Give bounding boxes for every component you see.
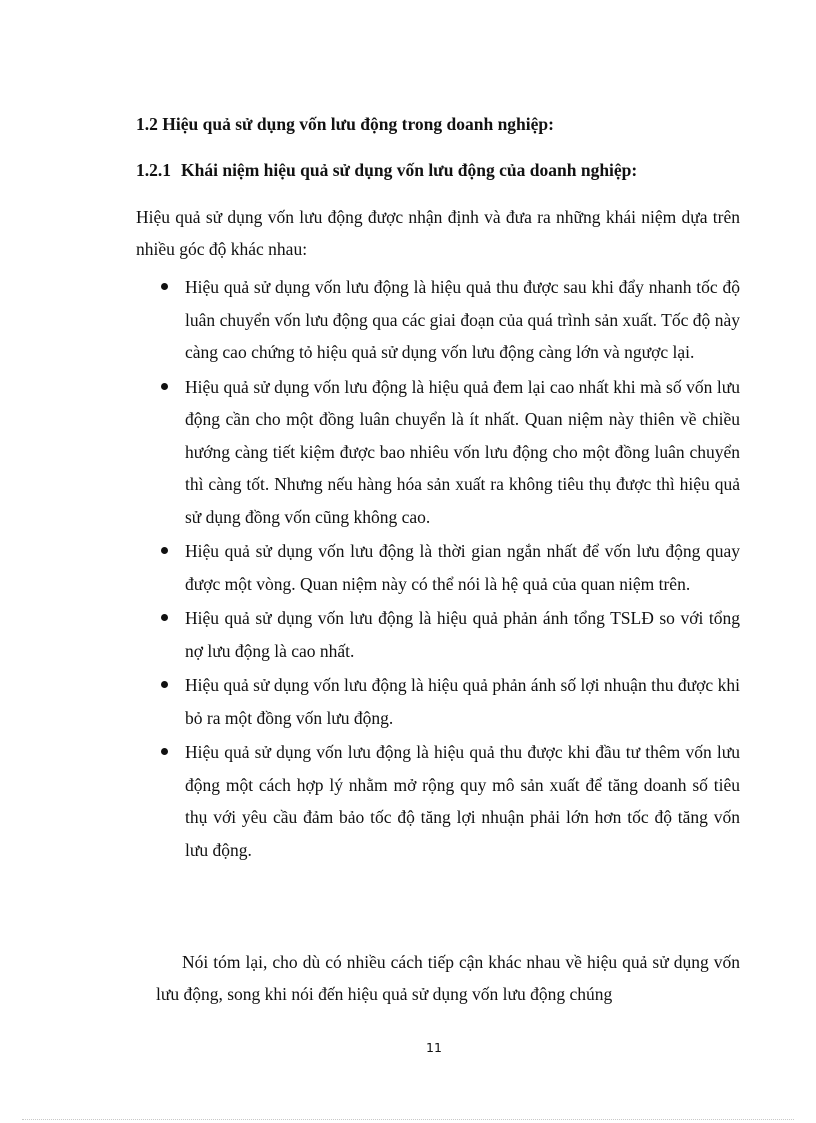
bullet-icon	[161, 283, 168, 290]
subsection-title: Khái niệm hiệu quả sử dụng vốn lưu động của doanh nghiệp:	[181, 160, 638, 180]
conclusion-paragraph: Nói tóm lại, cho dù có nhiều cách tiếp cận khác nhau về hiệu quả sử dụng vốn lưu động, song khi nói đến hiệu quả sử dụng vốn lưu động chúng	[156, 952, 740, 1004]
subsection-number: 1.2.1	[136, 160, 171, 180]
list-item-text: Hiệu quả sử dụng vốn lưu động là thời gian ngắn nhất để vốn lưu động quay được một vòng. Quan niệm này có thể nói là hệ quả của quan niệm trên.	[185, 541, 740, 594]
list-item	[136, 535, 740, 600]
bullet-icon	[161, 614, 168, 621]
subsection-heading	[136, 160, 637, 181]
bullet-icon	[161, 748, 168, 755]
list-item	[136, 669, 740, 734]
list-item-text: Hiệu quả sử dụng vốn lưu động là hiệu quả phản ánh tổng TSLĐ so với tổng nợ lưu động là cao nhất.	[185, 608, 740, 661]
page-bottom-divider	[22, 1119, 794, 1120]
intro-paragraph: Hiệu quả sử dụng vốn lưu động được nhận định và đưa ra những khái niệm dựa trên nhiều góc độ khác nhau:	[136, 207, 740, 259]
page-number: 11	[426, 1040, 442, 1055]
list-item	[136, 371, 740, 534]
list-item	[136, 602, 740, 667]
list-item-text: Hiệu quả sử dụng vốn lưu động là hiệu quả đem lại cao nhất khi mà số vốn lưu động cần cho một đồng luân chuyển là ít nhất. Quan niệm này thiên về chiều hướng càng tiết kiệm được bao nhiêu vốn lưu động cho một đồng luân chuyển thì càng tốt. Nhưng nếu hàng hóa sản xuất ra không tiêu thụ được thì hiệu quả sử dụng đồng vốn cũng không cao.	[185, 376, 740, 527]
definition-list	[136, 271, 740, 868]
bullet-icon	[161, 681, 168, 688]
bullet-icon	[161, 383, 168, 390]
list-item-text: Hiệu quả sử dụng vốn lưu động là hiệu quả thu được khi đầu tư thêm vốn lưu động một cách hợp lý nhằm mở rộng quy mô sản xuất để tăng doanh số tiêu thụ với yêu cầu đảm bảo tốc độ tăng lợi nhuận phải lớn hơn tốc độ tăng vốn lưu động.	[185, 742, 740, 860]
bullet-icon	[161, 547, 168, 554]
list-item-text: Hiệu quả sử dụng vốn lưu động là hiệu quả phản ánh số lợi nhuận thu được khi bỏ ra một đồng vốn lưu động.	[185, 675, 740, 728]
list-item	[136, 271, 740, 369]
section-heading: 1.2 Hiệu quả sử dụng vốn lưu động trong doanh nghiệp:	[136, 114, 554, 134]
list-item-text: Hiệu quả sử dụng vốn lưu động là hiệu quả thu được sau khi đẩy nhanh tốc độ luân chuyển vốn lưu động qua các giai đoạn của quá trình sản xuất. Tốc độ này càng cao chứng tỏ hiệu quả sử dụng vốn lưu động càng lớn và ngược lại.	[185, 277, 740, 362]
list-item	[136, 736, 740, 866]
